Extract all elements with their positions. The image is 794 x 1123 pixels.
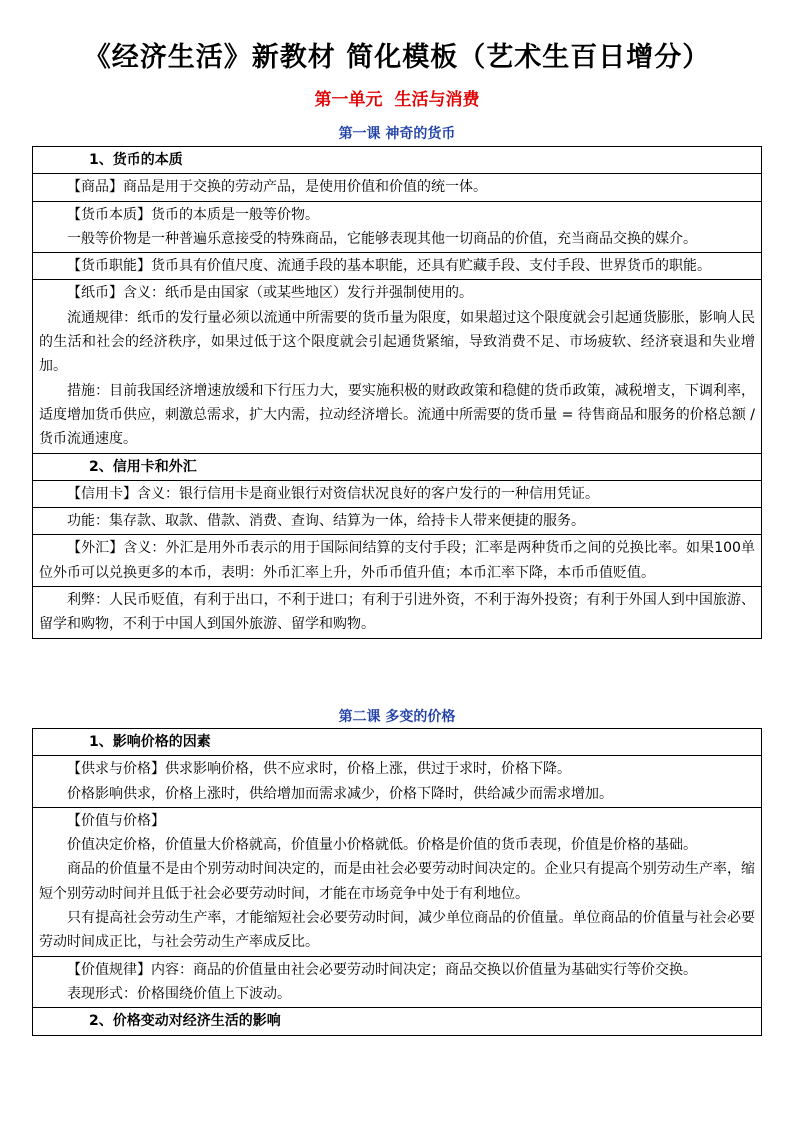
- paragraph: 【纸币】含义：纸币是由国家（或某些地区）发行并强制使用的。: [67, 285, 473, 302]
- paragraph: 【供求与价格】供求影响价格，供不应求时，价格上涨，供过于求时，价格下降。: [67, 761, 571, 778]
- content-row: [33, 507, 761, 534]
- paragraph: 【货币本质】货币的本质是一般等价物。: [67, 206, 319, 223]
- paragraph: 【信用卡】含义：银行信用卡是商业银行对资信状况良好的客户发行的一种信用凭证。: [67, 485, 599, 502]
- content-row: [33, 279, 761, 452]
- paragraph: 【价值与价格】: [67, 812, 165, 829]
- lesson-2-table: [32, 728, 762, 1036]
- paragraph: 商品的价值量不是由个别劳动时间决定的，而是由社会必要劳动时间决定的。企业只有提高个别劳动生产率，缩短个别劳动时间并且低于社会必要劳动时间，才能在市场竞争中处于有利地位。: [39, 861, 755, 902]
- content-row: [33, 755, 761, 807]
- section-heading: 2、价格变动对经济生活的影响: [89, 1013, 281, 1030]
- section-heading-row: [33, 1007, 761, 1034]
- content-row: [33, 807, 761, 956]
- paragraph: 一般等价物是一种普遍乐意接受的特殊商品，它能够表现其他一切商品的价值，充当商品交换的媒介。: [67, 230, 697, 247]
- document-title: 《经济生活》新教材 简化模板（艺术生百日增分）: [83, 42, 711, 73]
- paragraph: 流通规律：纸币的发行量必须以流通中所需要的货币量为限度，如果超过这个限度就会引起通货膨胀，影响人民的生活和社会的经济秩序，如果过低于这个限度就会引起通货紧缩，导致消费不足、市场疲软、经济衰退和失业增加。: [39, 309, 755, 375]
- paragraph: 表现形式：价格围绕价值上下波动。: [67, 985, 291, 1002]
- lesson-2-title: 第二课 多变的价格: [338, 709, 456, 725]
- paragraph: 【商品】商品是用于交换的劳动产品，是使用价值和价值的统一体。: [67, 179, 487, 196]
- lesson-1-table: [32, 146, 762, 639]
- content-row: [33, 534, 761, 586]
- content-row: [33, 173, 761, 200]
- section-heading-row: [33, 147, 761, 173]
- paragraph: 利弊：人民币贬值，有利于出口，不利于进口；有利于引进外资，不利于海外投资；有利于外国人到中国旅游、留学和购物，不利于中国人到国外旅游、留学和购物。: [39, 592, 755, 633]
- paragraph: 措施：目前我国经济增速放缓和下行压力大，要实施积极的财政政策和稳健的货币政策，减税增支，下调利率，适度增加货币供应，刺激总需求，扩大内需，拉动经济增长。流通中所需要的货币量 = 待售商品和服务的价格总额 / 货币流通速度。: [39, 382, 755, 448]
- unit-heading: [0, 88, 794, 112]
- paragraph: 【货币职能】货币具有价值尺度、流通手段的基本职能，还具有贮藏手段、支付手段、世界货币的职能。: [67, 258, 711, 275]
- content-row: [33, 252, 761, 279]
- section-heading: 2、信用卡和外汇: [89, 458, 197, 475]
- paragraph: 价格影响供求，价格上涨时，供给增加而需求减少，价格下降时，供给减少而需求增加。: [67, 785, 613, 802]
- lesson-1-title: 第一课 神奇的货币: [338, 126, 456, 142]
- paragraph: 只有提高社会劳动生产率，才能缩短社会必要劳动时间，减少单位商品的价值量。单位商品的价值量与社会必要劳动时间成正比，与社会劳动生产率成反比。: [39, 910, 755, 951]
- content-row: [33, 586, 761, 638]
- content-row: [33, 201, 761, 253]
- section-heading-row: [33, 453, 761, 480]
- unit-name: 生活与消费: [394, 90, 480, 110]
- section-heading-row: [33, 729, 761, 755]
- paragraph: 【外汇】含义：外汇是用外币表示的用于国际间结算的支付手段；汇率是两种货币之间的兑换比率。如果100单位外币可以兑换更多的本币，表明：外币汇率上升，外币币值升值；本币汇率下降，本币币值贬值。: [39, 540, 755, 581]
- paragraph: 【价值规律】内容：商品的价值量由社会必要劳动时间决定；商品交换以价值量为基础实行等价交换。: [67, 961, 697, 978]
- section-heading: 1、货币的本质: [89, 152, 183, 168]
- paragraph: 功能：集存款、取款、借款、消费、查询、结算为一体，给持卡人带来便捷的服务。: [67, 513, 585, 530]
- section-heading: 1、影响价格的因素: [89, 734, 211, 750]
- unit-label: 第一单元: [314, 90, 383, 110]
- content-row: [33, 956, 761, 1008]
- content-row: [33, 480, 761, 507]
- paragraph: 价值决定价格，价值量大价格就高，价值量小价格就低。价格是价值的货币表现，价值是价格的基础。: [67, 837, 697, 854]
